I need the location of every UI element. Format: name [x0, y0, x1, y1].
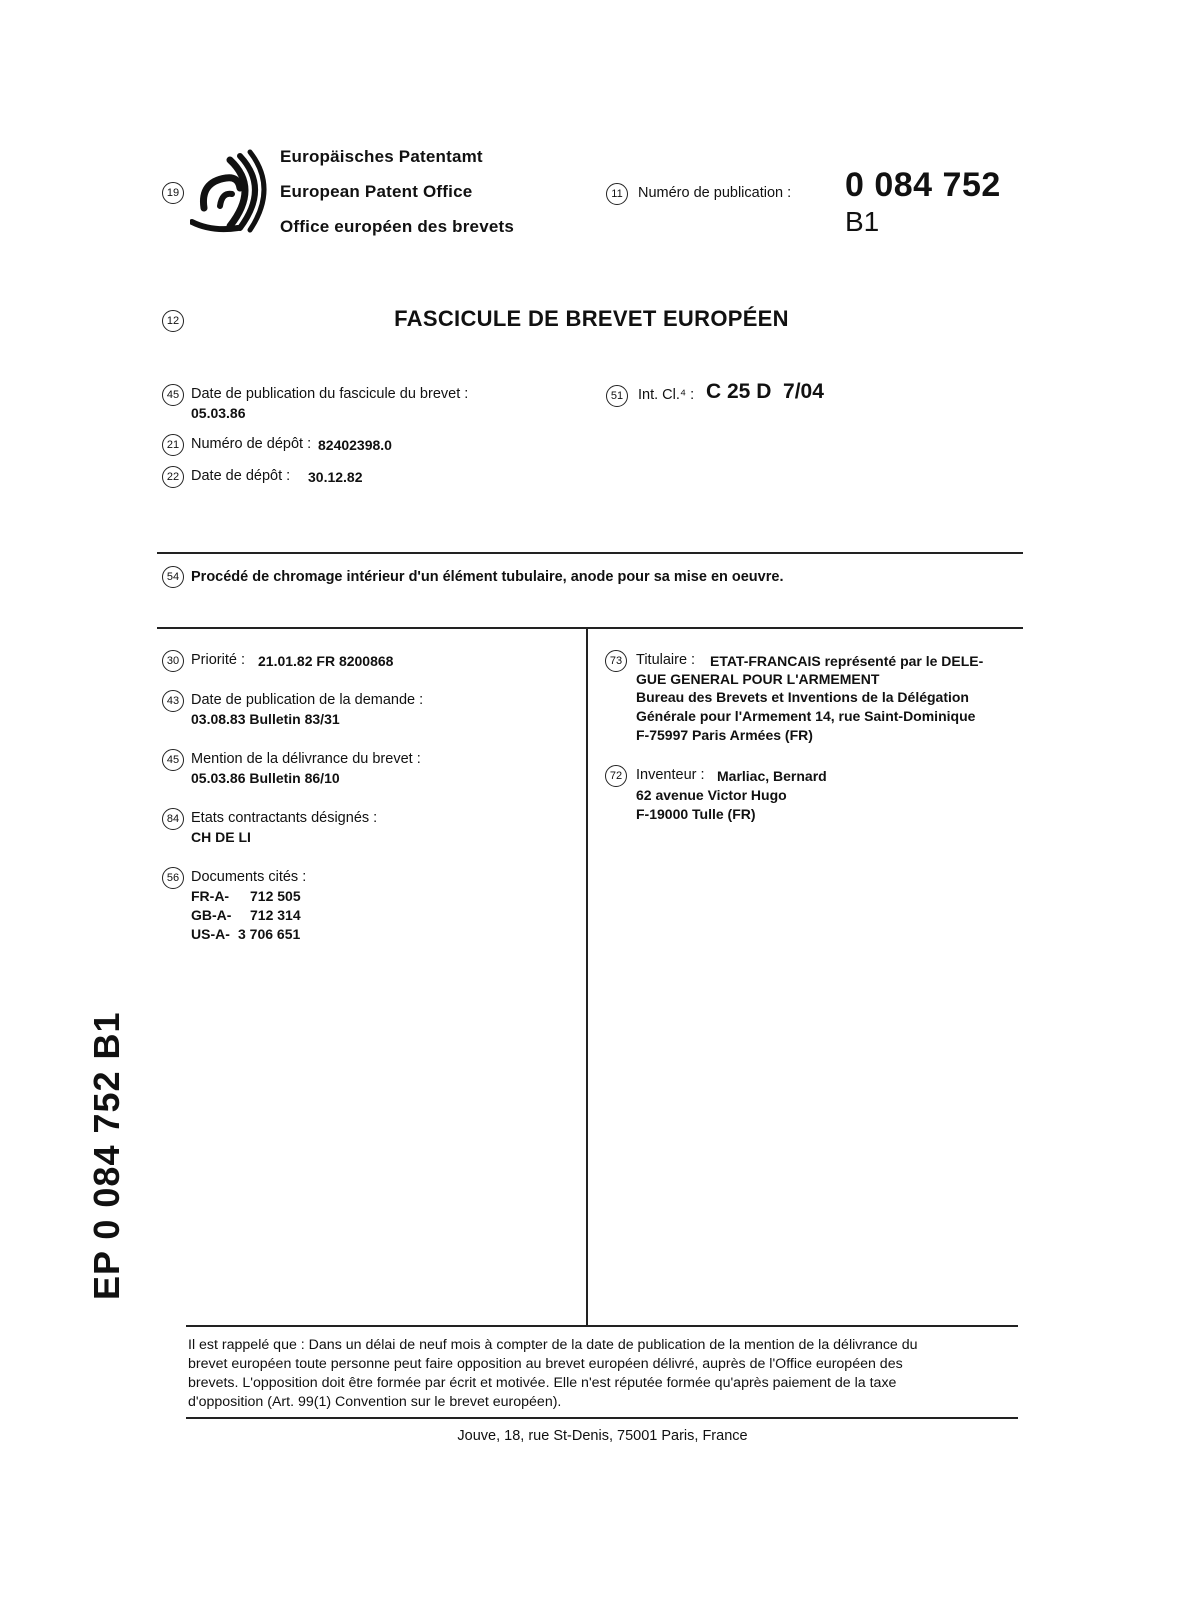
rule-middle: [157, 627, 1023, 629]
inid-code-11: 11: [606, 183, 628, 205]
proprietor-label: Titulaire :: [636, 652, 696, 668]
invention-title: Procédé de chromage intérieur d'un élément tubulaire, anode pour sa mise en oeuvre.: [191, 569, 784, 585]
inventor-address: F-19000 Tulle (FR): [636, 806, 756, 822]
filing-number-label: Numéro de dépôt :: [191, 436, 312, 452]
kind-code: B1: [845, 206, 880, 237]
grant-mention-label: Mention de la délivrance du brevet :: [191, 751, 421, 767]
inid-code-43: 43: [162, 690, 184, 712]
application-publication-value: 03.08.83 Bulletin 83/31: [191, 711, 340, 727]
inid-code-84: 84: [162, 808, 184, 830]
cited-documents-label: Documents cités :: [191, 869, 307, 885]
int-cl-label: Int. Cl.⁴ :: [638, 387, 695, 403]
publication-number-label: Numéro de publication :: [638, 185, 792, 201]
proprietor-line: Générale pour l'Armement 14, rue Saint-Dominique: [636, 708, 976, 724]
proprietor-line: GUE GENERAL POUR L'ARMEMENT: [636, 671, 880, 687]
inid-code-56: 56: [162, 867, 184, 889]
cited-document: US-A-: [191, 926, 230, 942]
cited-document-number: 712 505: [250, 888, 301, 904]
notice-line: Il est rappelé que : Dans un délai de neuf mois à compter de la date de publication de la mention de la délivrance du: [188, 1337, 918, 1353]
inid-code-30: 30: [162, 650, 184, 672]
publication-date: 05.03.86: [191, 405, 246, 421]
filing-number: 82402398.0: [318, 437, 392, 453]
application-publication-label: Date de publication de la demande :: [191, 692, 424, 708]
proprietor-line: ETAT-FRANCAIS représenté par le DELE-: [710, 653, 984, 669]
inid-code-45-publication: 45: [162, 384, 184, 406]
rule-notice-top: [186, 1325, 1018, 1327]
column-divider: [586, 627, 588, 1327]
proprietor-line: Bureau des Brevets et Inventions de la Délégation: [636, 689, 969, 705]
inid-code-45-grant: 45: [162, 749, 184, 771]
inid-code-54: 54: [162, 566, 184, 588]
inid-code-22: 22: [162, 466, 184, 488]
rule-top: [157, 552, 1023, 554]
filing-date: 30.12.82: [308, 469, 363, 485]
designated-states-value: CH DE LI: [191, 829, 251, 845]
publication-date-label: Date de publication du fascicule du brevet :: [191, 386, 469, 402]
filing-date-label: Date de dépôt :: [191, 468, 291, 484]
inid-code-73: 73: [605, 650, 627, 672]
inid-code-19: 19: [162, 182, 184, 204]
epo-logo-icon: [190, 148, 268, 236]
side-publication-label: EP 0 084 752 B1: [86, 1011, 127, 1300]
inid-code-51: 51: [606, 385, 628, 407]
designated-states-label: Etats contractants désignés :: [191, 810, 378, 826]
inventor-label: Inventeur :: [636, 767, 705, 783]
printer-imprint: Jouve, 18, rue St-Denis, 75001 Paris, France: [457, 1428, 748, 1444]
opposition-notice: [188, 1336, 918, 1412]
int-cl-value: C 25 D 7/04: [706, 380, 824, 403]
inventor-address: 62 avenue Victor Hugo: [636, 787, 787, 803]
notice-line: brevet européen toute personne peut faire opposition au brevet européen délivré, auprès de l'Office européen des: [188, 1356, 903, 1372]
inventor-name: Marliac, Bernard: [717, 768, 827, 784]
cited-document: FR-A-: [191, 888, 230, 904]
inid-code-21: 21: [162, 434, 184, 456]
notice-line: d'opposition (Art. 99(1) Convention sur le brevet européen).: [188, 1394, 562, 1410]
cited-document-number: 712 314: [250, 907, 301, 923]
cited-document-number: 3 706 651: [238, 926, 301, 942]
inid-code-12: 12: [162, 310, 184, 332]
office-name-fr: Office européen des brevets: [280, 217, 515, 236]
office-name-de: Europäisches Patentamt: [280, 147, 483, 166]
notice-line: brevets. L'opposition doit être formée par écrit et motivée. Elle n'est réputée formée qu'après paiement de la taxe: [188, 1375, 897, 1391]
priority-label: Priorité :: [191, 652, 245, 668]
proprietor-line: F-75997 Paris Armées (FR): [636, 727, 813, 743]
grant-mention-value: 05.03.86 Bulletin 86/10: [191, 770, 340, 786]
priority-value: 21.01.82 FR 8200868: [258, 653, 394, 669]
rule-notice-bottom: [186, 1417, 1018, 1419]
cited-document: GB-A-: [191, 907, 232, 923]
office-name-en: European Patent Office: [280, 182, 473, 201]
publication-number: 0 084 752: [845, 166, 1001, 204]
inid-code-72: 72: [605, 765, 627, 787]
document-title: FASCICULE DE BREVET EUROPÉEN: [394, 306, 789, 331]
